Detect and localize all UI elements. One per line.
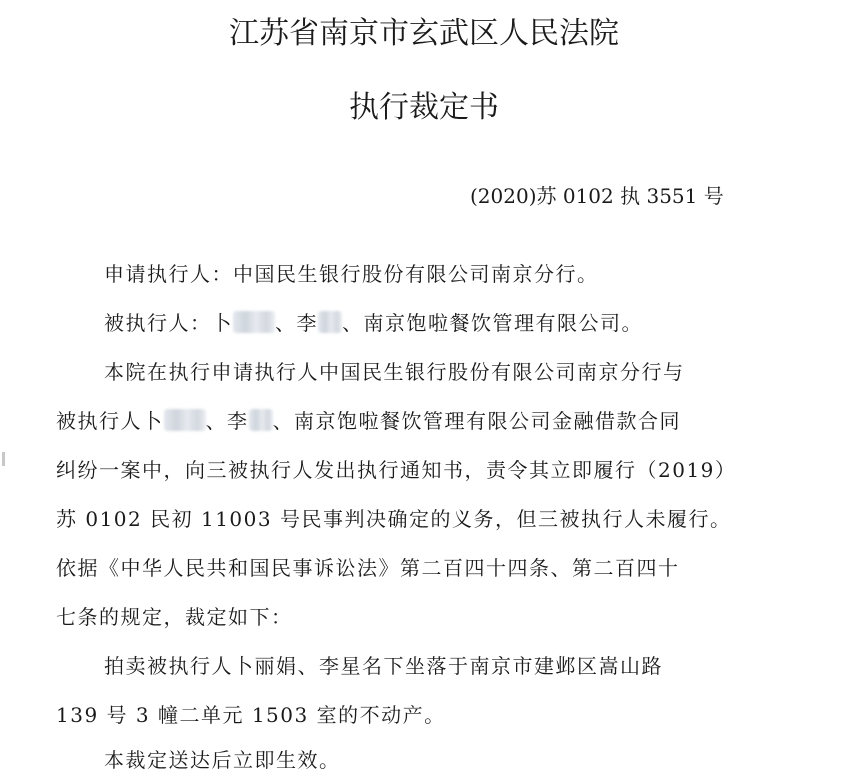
respondent-separator: 、李 bbox=[275, 311, 318, 335]
body-line: 本院在执行申请执行人中国民生银行股份有限公司南京分行与 bbox=[104, 360, 685, 384]
respondent-suffix: 、南京饱啦餐饮管理有限公司。 bbox=[342, 311, 643, 335]
body-line: 苏 0102 民初 11003 号民事判决确定的义务，但三被执行人未履行。 bbox=[56, 507, 732, 531]
ruling-line: 139 号 3 幢二单元 1503 室的不动产。 bbox=[56, 703, 446, 727]
body-line: 纠纷一案中，向三被执行人发出执行通知书，责令其立即履行（2019） bbox=[56, 458, 737, 482]
redacted-name-block bbox=[164, 409, 206, 431]
respondent-prefix: 被执行人：卜 bbox=[104, 311, 233, 335]
body-text: 被执行人卜 bbox=[56, 409, 164, 433]
case-number: (2020)苏 0102 执 3551 号 bbox=[470, 184, 724, 208]
court-name-heading: 江苏省南京市玄武区人民法院 bbox=[229, 16, 619, 51]
body-line bbox=[56, 405, 681, 437]
document-type-heading: 执行裁定书 bbox=[349, 90, 499, 125]
effect-line: 本裁定送达后立即生效。 bbox=[104, 748, 341, 772]
ruling-line: 拍卖被执行人卜丽娟、李星名下坐落于南京市建邺区嵩山路 bbox=[104, 654, 663, 678]
respondent-line bbox=[104, 307, 643, 339]
body-text: 、李 bbox=[205, 409, 249, 433]
margin-mark bbox=[2, 452, 5, 466]
body-text: 、南京饱啦餐饮管理有限公司金融借款合同 bbox=[272, 409, 681, 433]
body-line: 依据《中华人民共和国民事诉讼法》第二百四十四条、第二百四十 bbox=[56, 556, 680, 580]
body-line: 七条的规定，裁定如下： bbox=[56, 605, 293, 629]
redacted-name-block bbox=[233, 311, 275, 333]
applicant-line: 申请执行人：中国民生银行股份有限公司南京分行。 bbox=[104, 262, 599, 286]
redacted-name-block bbox=[318, 311, 342, 333]
redacted-name-block bbox=[249, 409, 273, 431]
